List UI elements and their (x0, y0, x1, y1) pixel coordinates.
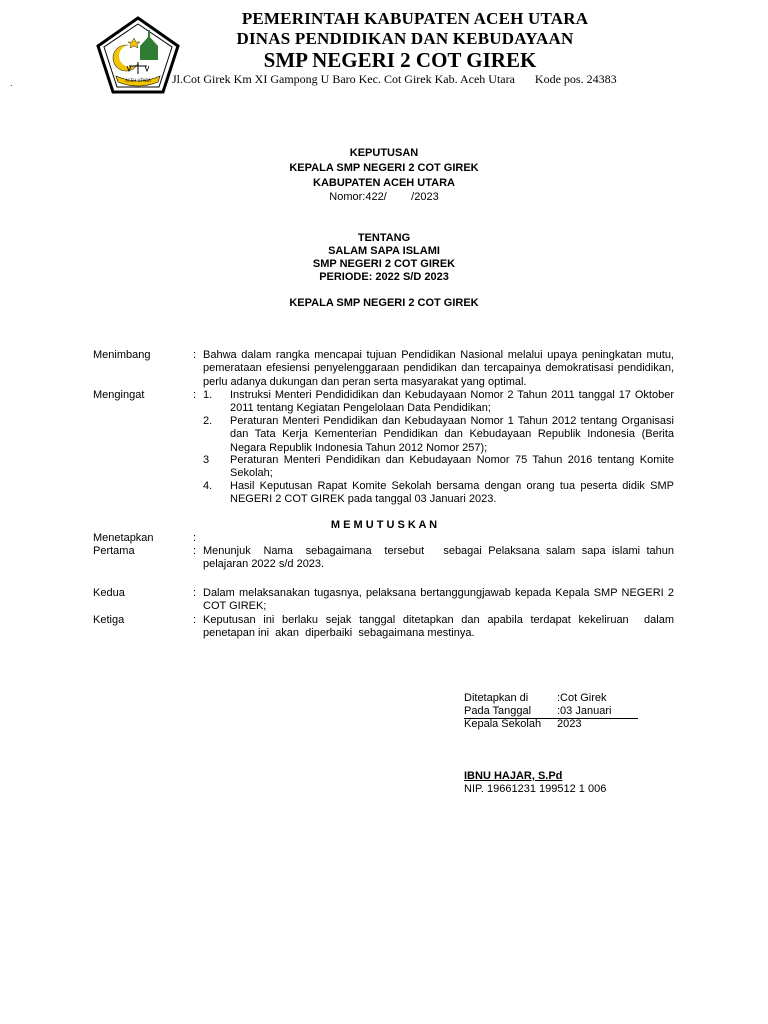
mengingat-item-text: Peraturan Menteri Pendidikan dan Kebudayaan Nomor 75 Tahun 2016 tentang Komite Sekolah; (230, 454, 674, 480)
pertama-label: Pertama (93, 545, 135, 557)
subject-period: PERIODE: 2022 S/D 2023 (319, 271, 449, 283)
mengingat-item-text: Instruksi Menteri Pendididikan dan Kebudayaan Nomor 2 Tahun 2011 tanggal 17 Oktober 2011 tentang Kegiatan Pengelolaan Data Pendidikan; (230, 389, 674, 415)
decree-number: Nomor:422/ /2023 (329, 191, 439, 203)
decree-issuer: KEPALA SMP NEGERI 2 COT GIREK (289, 162, 479, 174)
kedua-colon: : (193, 587, 197, 599)
mengingat-label: Mengingat (93, 389, 145, 401)
menimbang-text: Bahwa dalam rangka mencapai tujuan Pendidikan Nasional melalui upaya peningkatan mutu, pemerataan efesiensi penyelenggaraan pendidikan dan tercapainya demokratisasi pendidikan, perlu adanya dukungan dan peran serta masyarakat yang optimal. (203, 349, 674, 388)
header-school-name: SMP NEGERI 2 COT GIREK (263, 48, 537, 72)
header-government: PEMERINTAH KABUPATEN ACEH UTARA (241, 9, 589, 28)
menetapkan-label: Menetapkan (93, 532, 154, 544)
kedua-text: Dalam melaksanakan tugasnya, pelaksana bertanggungjawab kepada Kepala SMP NEGERI 2 COT GIREK; (203, 587, 674, 613)
header-department: DINAS PENDIDIKAN DAN KEBUDAYAAN (236, 29, 574, 48)
tanggal-label: Pada Tanggal (464, 705, 532, 717)
stray-mark: . (10, 78, 13, 88)
ketiga-text: Keputusan ini berlaku sejak tanggal ditetapkan dan apabila terdapat kekeliruan dalam penetapan ini akan diperbaiki sebagaimana mestinya. (203, 614, 681, 640)
mengingat-item-number: 4. (203, 480, 213, 492)
mengingat-item-number: 1. (203, 389, 213, 401)
mengingat-item-number: 2. (203, 415, 213, 427)
signer-role: Kepala Sekolah (464, 718, 542, 730)
header-address (172, 72, 617, 87)
tanggal-value: :03 Januari 2023 (557, 705, 612, 731)
ketiga-label: Ketiga (93, 614, 125, 626)
subject-line-2: SMP NEGERI 2 COT GIREK (312, 258, 456, 270)
memutuskan-heading: M E M U T U S K A N (330, 519, 438, 531)
pertama-text: Menunjuk Nama sebagaimana tersebut sebagai Pelaksana salam sapa islami tahun pelajaran 2022 s/d 2023. (203, 545, 678, 571)
ditetapkan-value: :Cot Girek (557, 692, 607, 704)
address-text: Jl.Cot Girek Km XI Gampong U Baro Kec. Cot Girek Kab. Aceh Utara (172, 72, 515, 86)
menetapkan-colon: : (193, 532, 197, 544)
decree-region: KABUPATEN ACEH UTARA (313, 177, 455, 189)
mengingat-item-text: Peraturan Menteri Pendidikan dan Kebudayaan Nomor 1 Tahun 2012 tentang Organisasi dan Tata Kerja Kementerian Pendidikan dan Kebudayaan Republik Indonesia (Berita Negara Republik Indonesia Tahun 2012 Nomor 257); (230, 415, 674, 454)
kedua-label: Kedua (93, 587, 125, 599)
signer-name: IBNU HAJAR, S.Pd (464, 770, 563, 782)
decree-title: KEPUTUSAN (349, 147, 419, 159)
menimbang-colon: : (193, 349, 197, 361)
mengingat-item-text: Hasil Keputusan Rapat Komite Sekolah bersama dengan orang tua peserta didik SMP NEGERI 2 COT GIREK pada tanggal 03 Januari 2023. (230, 480, 674, 506)
postcode-text: Kode pos. 24383 (534, 72, 617, 86)
mengingat-colon: : (193, 389, 197, 401)
signer-nip: NIP. 19661231 199512 1 006 (464, 783, 607, 795)
menimbang-label: Menimbang (93, 349, 151, 361)
mengingat-item-number: 3 (203, 454, 210, 466)
logo-ribbon-text: ACEH UTARA (125, 78, 151, 83)
pertama-colon: : (193, 545, 197, 557)
ditetapkan-label: Ditetapkan di (464, 692, 529, 704)
subject-line-1: SALAM SAPA ISLAMI (328, 245, 440, 257)
ketiga-colon: : (193, 614, 197, 626)
headmaster-heading: KEPALA SMP NEGERI 2 COT GIREK (289, 297, 479, 309)
tentang-heading: TENTANG (357, 232, 411, 244)
